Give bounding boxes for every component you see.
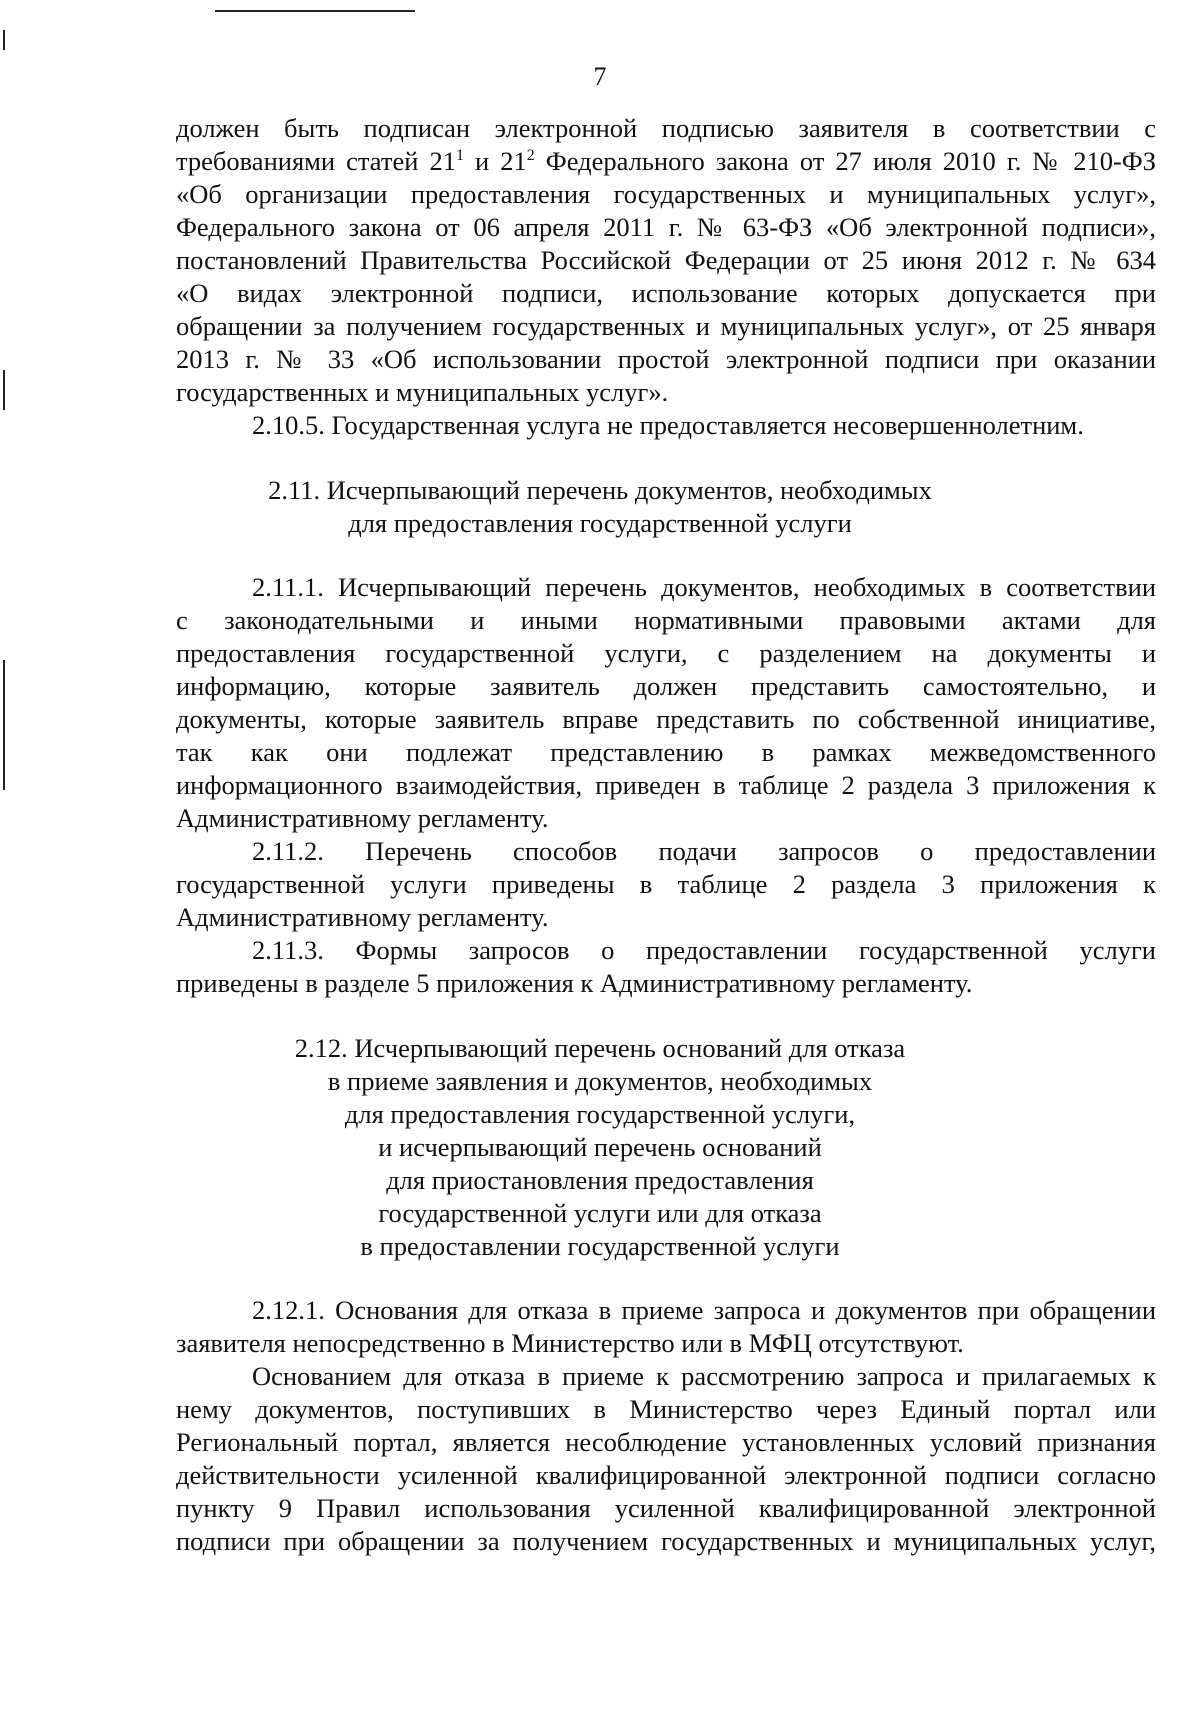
paragraph-2-11-3 bbox=[176, 934, 1156, 1000]
text-line: Основанием для отказа в приеме к рассмотрению запроса и прилагаемых к bbox=[252, 1361, 1156, 1391]
paragraph-basis bbox=[176, 1360, 1156, 1558]
text-line: требованиями статей $21^1$ и $21^2$ Федерального закона от 27 июля 2010 г. № 210-ФЗ bbox=[176, 146, 1156, 176]
text-line: «О видах электронной подписи, использование которых допускается при bbox=[176, 278, 1156, 308]
heading-line: и исчерпывающий перечень оснований bbox=[378, 1132, 822, 1162]
heading-line: государственной услуги или для отказа bbox=[378, 1198, 822, 1228]
text-line: с законодательными и иными нормативными правовыми актами для bbox=[176, 605, 1156, 635]
heading-line: для предоставления государственной услуги bbox=[348, 508, 852, 538]
text-line: заявителя непосредственно в Министерство или в МФЦ отсутствуют. bbox=[176, 1328, 964, 1358]
paragraph-2-10-5 bbox=[176, 409, 1156, 442]
text-line: 2.10.5. Государственная услуга не предоставляется несовершеннолетним. bbox=[252, 410, 1084, 440]
section-heading-2-11 bbox=[0, 474, 1200, 540]
heading-line: в предоставлении государственной услуги bbox=[360, 1231, 840, 1261]
text-line: должен быть подписан электронной подписью заявителя в соответствии с bbox=[176, 113, 1156, 143]
text-line: нему документов, поступивших в Министерство через Единый портал или bbox=[176, 1394, 1156, 1424]
text-line: «Об организации предоставления государственных и муниципальных услуг», bbox=[176, 179, 1156, 209]
text-line: 2.12.1. Основания для отказа в приеме запроса и документов при обращении bbox=[252, 1295, 1156, 1325]
intro-paragraph bbox=[176, 112, 1156, 409]
text-line: 2.11.1. Исчерпывающий перечень документов, необходимых в соответствии bbox=[252, 572, 1156, 602]
text-line: государственных и муниципальных услуг». bbox=[176, 377, 669, 407]
section-heading-2-12 bbox=[0, 1032, 1200, 1263]
heading-line: 2.12. Исчерпывающий перечень оснований для отказа bbox=[294, 1033, 906, 1063]
text-line: Административному регламенту. bbox=[176, 803, 549, 833]
text-line: пункту 9 Правил использования усиленной квалифицированной электронной bbox=[176, 1493, 1156, 1523]
text-line: предоставления государственной услуги, с разделением на документы и bbox=[176, 638, 1156, 668]
scan-artifact-left-1 bbox=[3, 30, 5, 50]
text-line: обращении за получением государственных и муниципальных услуг», от 25 января bbox=[176, 311, 1156, 341]
text-line: так как они подлежат представлению в рамках межведомственного bbox=[176, 737, 1156, 767]
text-line: информационного взаимодействия, приведен в таблице 2 раздела 3 приложения к bbox=[176, 770, 1156, 800]
text-line: Административному регламенту. bbox=[176, 902, 549, 932]
scan-artifact-left-2 bbox=[3, 370, 5, 410]
text-line: постановлений Правительства Российской Федерации от 25 июня 2012 г. № 634 bbox=[176, 245, 1156, 275]
heading-line: 2.11. Исчерпывающий перечень документов, необходимых bbox=[268, 475, 932, 505]
text-line: документы, которые заявитель вправе представить по собственной инициативе, bbox=[176, 704, 1156, 734]
page-number: 7 bbox=[593, 62, 607, 91]
scan-artifact-left-3 bbox=[3, 660, 5, 790]
paragraph-2-11-1 bbox=[176, 571, 1156, 835]
text-line: приведены в разделе 5 приложения к Административному регламенту. bbox=[176, 968, 973, 998]
scan-artifact-top bbox=[215, 10, 415, 12]
paragraph-2-12-1 bbox=[176, 1294, 1156, 1360]
text-line: подписи при обращении за получением государственных и муниципальных услуг, bbox=[176, 1526, 1156, 1556]
heading-line: для предоставления государственной услуги, bbox=[344, 1099, 856, 1129]
paragraph-2-11-2 bbox=[176, 835, 1156, 934]
text-line: Региональный портал, является несоблюдение установленных условий признания bbox=[176, 1427, 1156, 1457]
text-line: Федерального закона от 06 апреля 2011 г. № 63-ФЗ «Об электронной подписи», bbox=[176, 212, 1156, 242]
heading-line: для приостановления предоставления bbox=[386, 1165, 814, 1195]
heading-line: в приеме заявления и документов, необходимых bbox=[327, 1066, 873, 1096]
text-line: действительности усиленной квалифицированной электронной подписи согласно bbox=[176, 1460, 1156, 1490]
text-line: 2.11.3. Формы запросов о предоставлении государственной услуги bbox=[252, 935, 1156, 965]
text-line: информацию, которые заявитель должен представить самостоятельно, и bbox=[176, 671, 1156, 701]
text-line: 2013 г. № 33 «Об использовании простой электронной подписи при оказании bbox=[176, 344, 1156, 374]
text-line: государственной услуги приведены в таблице 2 раздела 3 приложения к bbox=[176, 869, 1156, 899]
text-line: 2.11.2. Перечень способов подачи запросов о предоставлении bbox=[252, 836, 1156, 866]
